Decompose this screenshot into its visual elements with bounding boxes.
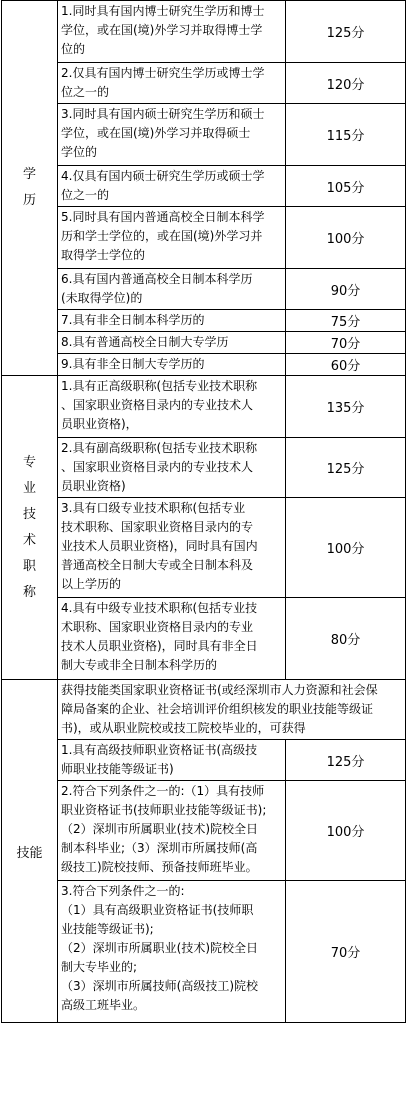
score-value: 80分 xyxy=(286,598,406,680)
category-char: 业 xyxy=(22,480,36,496)
category-label xyxy=(2,1,58,376)
score-value: 75分 xyxy=(286,310,406,332)
criterion-line: 7.具有非全日制本科学历的 xyxy=(61,313,205,327)
criterion-line: 3.符合下列条件之一的: xyxy=(61,884,185,898)
criterion-line: 业技术人员职业资格)，同时具有国内 xyxy=(61,539,258,553)
category-char: 专 xyxy=(22,454,36,470)
criterion-line: (未取得学位)的 xyxy=(61,291,143,305)
score-value: 115分 xyxy=(286,104,406,166)
criterion-line: 普通高校全日制大专或全日制本科及 xyxy=(61,558,254,572)
score-value: 90分 xyxy=(286,269,406,310)
criterion-line: 学位，或在国(境)外学习并取得博士学 xyxy=(61,23,263,37)
criterion-line: 4.具有中级专业技术职称(包括专业技 xyxy=(61,601,258,615)
criterion-line: 5.同时具有国内普通高校全日制本科学 xyxy=(61,210,265,224)
criterion-line: 师职业技能等级证书) xyxy=(61,762,174,776)
criterion-text xyxy=(58,354,286,376)
criterion-line: 2.具有副高级职称(包括专业技术职称 xyxy=(61,441,258,455)
criterion-line: 取得学士学位的 xyxy=(61,248,146,262)
criterion-line: 业技能等级证书); xyxy=(61,922,154,936)
category-char: 职 xyxy=(22,558,36,574)
criterion-text xyxy=(58,310,286,332)
score-value: 135分 xyxy=(286,376,406,438)
table-row xyxy=(2,781,406,881)
criterion-text xyxy=(58,598,286,680)
criterion-line: （2）深圳市所属职业(技术)院校全日 xyxy=(61,941,258,955)
criterion-line: 以上学历的 xyxy=(61,577,122,591)
criterion-line: 历和学士学位的，或在国(境)外学习并 xyxy=(61,229,263,243)
criterion-line: 、国家职业资格目录内的专业技术人 xyxy=(61,460,254,474)
category-char: 学 xyxy=(22,167,36,182)
criterion-text xyxy=(58,104,286,166)
table-row xyxy=(2,438,406,498)
table-row xyxy=(2,1,406,63)
criterion-text xyxy=(58,332,286,354)
score-value: 70分 xyxy=(286,881,406,1023)
criterion-line: 1.具有高级技师职业资格证书(高级技 xyxy=(61,743,258,757)
criterion-line: 职业资格证书(技师职业技能等级证书); xyxy=(61,803,267,817)
criterion-line: 高级工班毕业。 xyxy=(61,998,146,1012)
table-row xyxy=(2,104,406,166)
criterion-line: 术职称、国家职业资格目录内的专业 xyxy=(61,620,254,634)
table-row xyxy=(2,498,406,598)
table-row xyxy=(2,63,406,104)
criterion-line: 级技工)院校技师、预备技师班毕业。 xyxy=(61,860,258,874)
criterion-text xyxy=(58,438,286,498)
criterion-line: 、国家职业资格目录内的专业技术人 xyxy=(61,398,254,412)
category-label: 技能 xyxy=(2,680,58,1023)
criterion-line: 制大专或非全日制本科学历的 xyxy=(61,658,218,672)
criterion-line: 位之一的 xyxy=(61,85,110,99)
criterion-line: 3.同时具有国内硕士研究生学历和硕士 xyxy=(61,107,265,121)
criterion-line: （2）深圳市所属职业(技术)院校全日 xyxy=(61,822,258,836)
category-char: 术 xyxy=(22,532,36,548)
table-row xyxy=(2,166,406,207)
table-row xyxy=(2,269,406,310)
criterion-line: 1.具有正高级职称(包括专业技术职称 xyxy=(61,379,258,393)
table-row xyxy=(2,376,406,438)
criterion-text xyxy=(58,63,286,104)
criterion-line: 4.仅具有国内硕士研究生学历或硕士学 xyxy=(61,169,265,183)
score-value: 125分 xyxy=(286,438,406,498)
criterion-line: 2.符合下列条件之一的:（1）具有技师 xyxy=(61,784,265,798)
criterion-line: 制大专毕业的; xyxy=(61,960,138,974)
criterion-text xyxy=(58,740,286,781)
criterion-text xyxy=(58,781,286,881)
note-line: 障局备案的企业、社会培训评价组织核发的职业技能等级证 xyxy=(61,702,374,716)
score-value: 105分 xyxy=(286,166,406,207)
criterion-line: 制本科毕业;（3）深圳市所属技师(高 xyxy=(61,841,258,855)
criterion-text xyxy=(58,1,286,63)
criterion-text xyxy=(58,881,286,1023)
criterion-line: （3）深圳市所属技师(高级技工)院校 xyxy=(61,979,258,993)
note-line: 书)，或从职业院校或技工院校毕业的，可获得 xyxy=(61,721,306,735)
score-value: 60分 xyxy=(286,354,406,376)
criterion-text xyxy=(58,166,286,207)
table-row xyxy=(2,354,406,376)
score-value: 70分 xyxy=(286,332,406,354)
criterion-text xyxy=(58,498,286,598)
criterion-line: 1.同时具有国内博士研究生学历和博士 xyxy=(61,4,265,18)
criterion-line: 员职业资格)， xyxy=(61,417,138,431)
criterion-line: 2.仅具有国内博士研究生学历或博士学 xyxy=(61,66,265,80)
score-value: 100分 xyxy=(286,498,406,598)
table-row xyxy=(2,881,406,1023)
criterion-line: 位之一的 xyxy=(61,188,110,202)
points-table xyxy=(1,0,406,1023)
score-value: 125分 xyxy=(286,740,406,781)
score-value: 120分 xyxy=(286,63,406,104)
category-char: 历 xyxy=(22,193,36,208)
score-value: 125分 xyxy=(286,1,406,63)
criterion-text xyxy=(58,207,286,269)
criterion-line: 员职业资格) xyxy=(61,479,126,493)
table-row xyxy=(2,332,406,354)
table-row xyxy=(2,310,406,332)
criterion-text xyxy=(58,269,286,310)
score-value: 100分 xyxy=(286,207,406,269)
section-note xyxy=(58,680,406,740)
category-label xyxy=(2,376,58,680)
table-row xyxy=(2,740,406,781)
criterion-line: 6.具有国内普通高校全日制本科学历 xyxy=(61,272,253,286)
criterion-line: 技术人员职业资格)，同时具有非全日 xyxy=(61,639,258,653)
table-row xyxy=(2,598,406,680)
criterion-line: 位的 xyxy=(61,42,86,56)
criterion-line: 8.具有普通高校全日制大专学历 xyxy=(61,335,229,349)
criterion-line: （1）具有高级职业资格证书(技师职 xyxy=(61,903,254,917)
criterion-text xyxy=(58,376,286,438)
category-char: 称 xyxy=(22,584,36,600)
note-line: 获得技能类国家职业资格证书(或经深圳市人力资源和社会保 xyxy=(61,683,378,697)
criterion-line: 技术职称、国家职业资格目录内的专 xyxy=(61,520,254,534)
score-value: 100分 xyxy=(286,781,406,881)
category-char: 技 xyxy=(22,506,36,522)
criterion-line: 学位的 xyxy=(61,145,98,159)
criterion-line: 学位，或在国(境)外学习并取得硕士 xyxy=(61,126,251,140)
table-row xyxy=(2,207,406,269)
criterion-line: 9.具有非全日制大专学历的 xyxy=(61,357,205,371)
criterion-line: 3.具有口级专业技术职称(包括专业 xyxy=(61,501,246,515)
